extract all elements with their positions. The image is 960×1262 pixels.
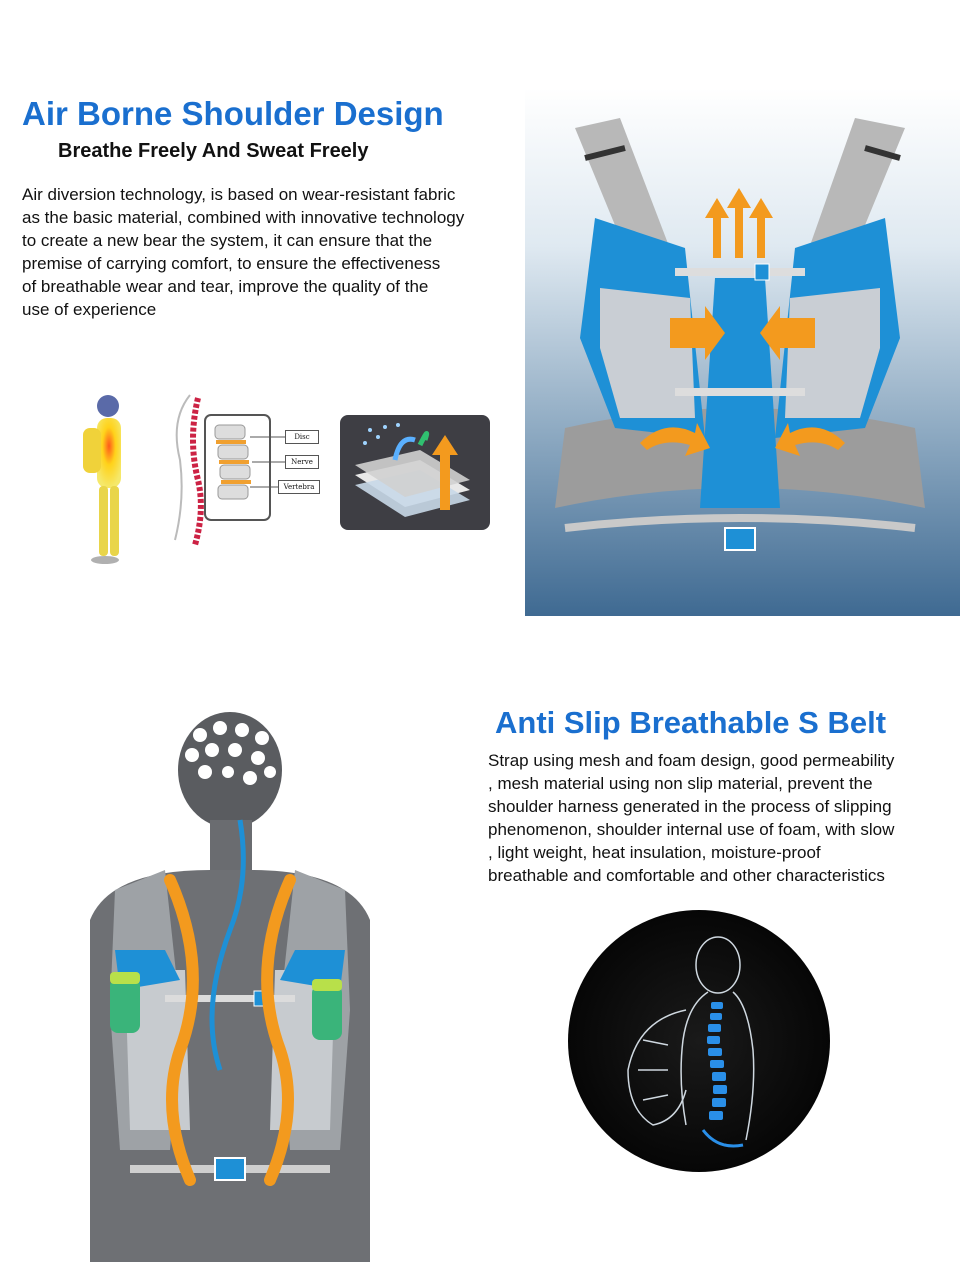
section2-body bbox=[488, 749, 894, 887]
section1-title: Air Borne Shoulder Design bbox=[22, 95, 444, 132]
section2-body-line: , light weight, heat insulation, moisture-proof bbox=[488, 843, 821, 862]
section2-body-line: Strap using mesh and foam design, good permeability bbox=[488, 751, 895, 770]
vest-product-image bbox=[525, 88, 960, 616]
section1-body-line: use of experience bbox=[22, 300, 157, 319]
section1-body bbox=[22, 183, 464, 321]
heatmap-figure-illustration bbox=[75, 388, 145, 568]
section1-body-line: Air diversion technology, is based on wear-resistant fabric bbox=[22, 185, 456, 204]
spine-diagram bbox=[160, 390, 325, 550]
section2-body-line: , mesh material using non slip material, prevent the bbox=[488, 774, 873, 793]
section1-body-line: to create a new bear the system, it can ensure that the bbox=[22, 231, 433, 250]
spine-label-disc: Disc bbox=[285, 430, 319, 444]
section1-body-line: as the basic material, combined with innovative technology bbox=[22, 208, 465, 227]
section2-body-line: breathable and comfortable and other characteristics bbox=[488, 866, 885, 885]
spine-label-nerve: Nerve bbox=[285, 455, 319, 469]
mannequin-vest-image bbox=[70, 710, 425, 1262]
section1-body-line: of breathable wear and tear, improve the quality of the bbox=[22, 277, 429, 296]
fabric-layers-diagram bbox=[340, 415, 490, 530]
section2-title: Anti Slip Breathable S Belt bbox=[495, 705, 887, 740]
section1-subtitle: Breathe Freely And Sweat Freely bbox=[58, 140, 369, 162]
section1-body-line: premise of carrying comfort, to ensure the effectiveness bbox=[22, 254, 441, 273]
spine-xray-circle bbox=[568, 910, 830, 1172]
spine-label-vertebra: Vertebra bbox=[278, 480, 320, 494]
section2-body-line: shoulder harness generated in the process of slipping bbox=[488, 797, 892, 816]
section2-body-line: phenomenon, shoulder internal use of foam, with slow bbox=[488, 820, 895, 839]
